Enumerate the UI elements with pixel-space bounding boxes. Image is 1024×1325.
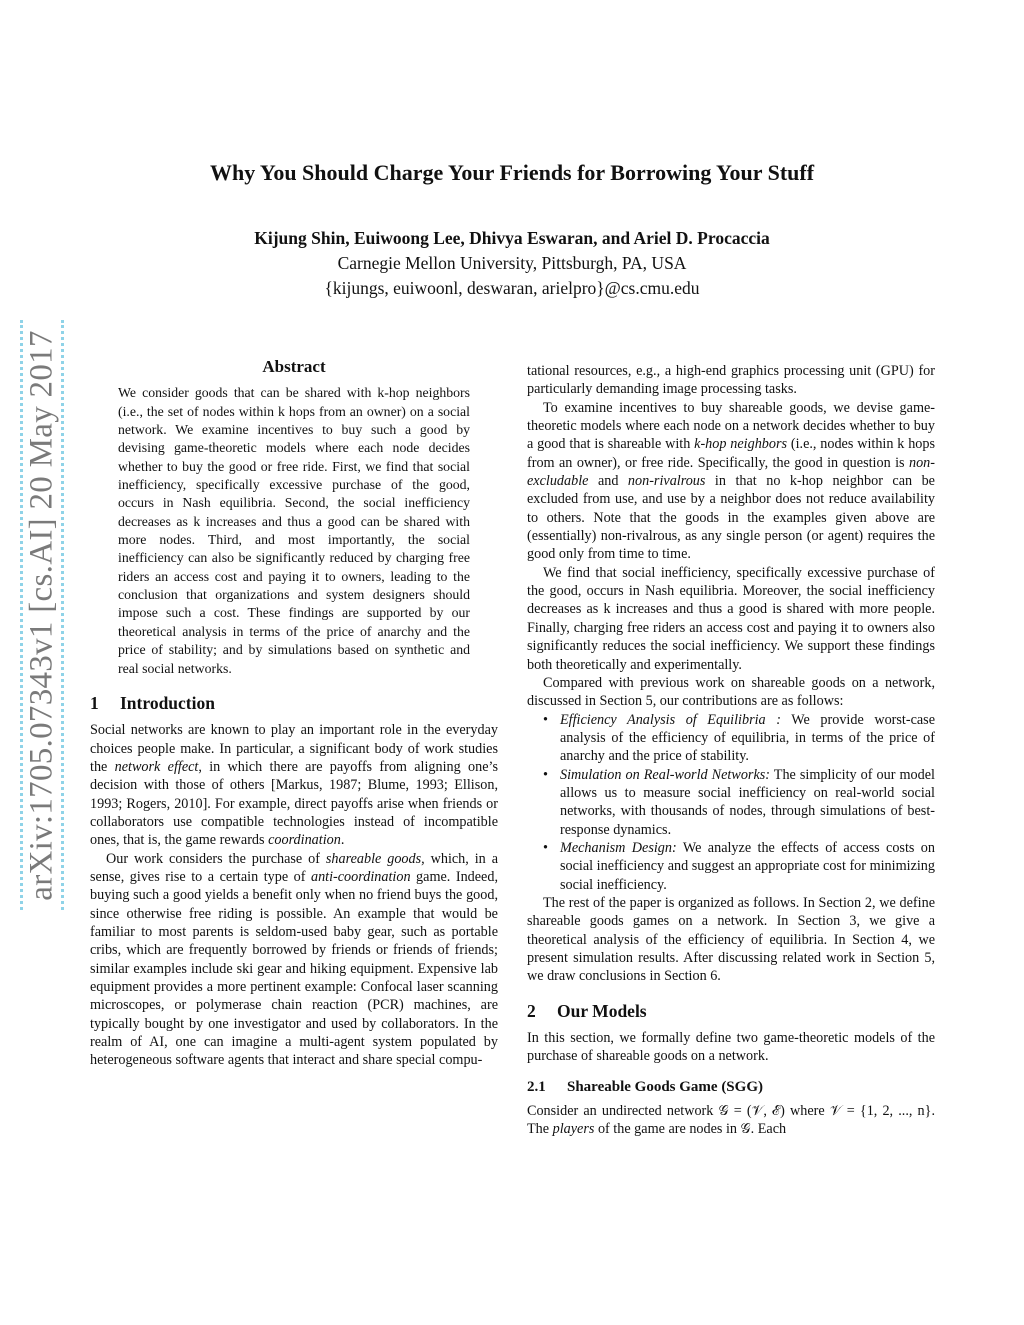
author-email: {kijungs, euiwoonl, deswaran, arielpro}@cs.cmu.edu xyxy=(324,278,700,298)
section-title: Our Models xyxy=(557,1000,647,1021)
intro-paragraph-2-continued: tational resources, e.g., a high-end graphics processing unit (GPU) for particularly demanding image processing tasks. xyxy=(527,363,935,398)
intro-paragraph-2: Our work considers the purchase of shareable goods, which, in a sense, gives rise to a certain type of anti-coordination game. Indeed, buying such a good yields a benefit only when no friend buys the good, since otherwise free riding is possible. An example that would be familiar to most parents is seldom-used baby gear, such as portable cribs, which are frequently borrowed by friends or friends of friends; similar examples include ski gear and hiking equipment. Expensive lab equipment provides a more pertinent example: Confocal laser scanning microscopes, or polymerase chain reaction (PCR) machines, are typically bought by one investigator and used by collaborators. In the realm of AI, one can imagine a multi-agent system populated by heterogeneous software agents that interact and share special compu- xyxy=(90,850,498,1069)
intro-paragraph-5: Compared with previous work on shareable goods on a network, discussed in Section 5, our contributions are as follows: xyxy=(527,674,935,710)
abstract-heading: Abstract xyxy=(262,357,326,376)
right-column xyxy=(527,362,935,1139)
section-heading-introduction xyxy=(90,694,498,712)
arxiv-id: arXiv:1705.07343v1 [cs.AI] 20 May 2017 xyxy=(23,329,60,901)
section-number: 2 xyxy=(527,1000,536,1021)
abstract-text: We consider goods that can be shared with k-hop neighbors (i.e., the set of nodes within k hops from an owner) on a social network. We examine incentives to buy such a good by devising game-theoretic models where each node decides whether to buy the good or free ride. First, we find that social inefficiency, specifically excessive purchase of the good, occurs in Nash equilibria. Second, the social inefficiency decreases as k increases and thus a good can be shared with more nodes. Third, and most importantly, the social inefficiency can also be significantly reduced by charging free riders an access cost and paying it to owners, leading to the conclusion that organizations and system designers should impose such a cost. These findings are supported by our theoretical analysis in terms of the price of anarchy and the price of stability; and by simulations based on synthetic and real social networks. xyxy=(118,385,470,676)
list-item: • Mechanism Design: We analyze the effects of access costs on social inefficiency and suggest an appropriate cost for minimizing social inefficiency. xyxy=(560,839,935,894)
intro-paragraph-4: We find that social inefficiency, specifically excessive purchase of the good, occurs in Nash equilibria. Moreover, the social inefficiency decreases as k increases and thus a good is shared with more people. Finally, charging free riders an access cost and paying it to owners also significantly reduces the social inefficiency. We support these findings both theoretically and experimentally. xyxy=(527,564,935,673)
section-heading-our-models xyxy=(527,1002,935,1020)
intro-paragraph-3: To examine incentives to buy shareable goods, we devise game-theoretic models where each node on a network decides whether to buy a good that is shareable with k-hop neighbors (i.e., nodes within k hops from an owner), or free ride. Specifically, the good in question is non-excludable and non-rivalrous in that no k-hop neighbor can be excluded from use, and use by a neighbor does not reduce availability to others. Note that the goods in the examples given above are (essentially) non-rivalrous, as any single person (or agent) requires the good only from time to time. xyxy=(527,399,936,563)
subsection-number: 2.1 xyxy=(527,1078,546,1095)
author-names: Kijung Shin, Euiwoong Lee, Dhivya Eswaran, and Ariel D. Procaccia xyxy=(254,228,770,248)
models-paragraph: In this section, we formally define two game-theoretic models of the purchase of shareable goods on a network. xyxy=(527,1030,935,1065)
sgg-paragraph: Consider an undirected network 𝒢 = (𝒱, ℰ) where 𝒱 = {1, 2, ..., n}. The players of the game are nodes in 𝒢. Each xyxy=(527,1103,935,1138)
arxiv-stamp xyxy=(20,320,64,910)
section-number: 1 xyxy=(90,692,99,713)
section-title: Introduction xyxy=(120,692,215,713)
subsection-title: Shareable Goods Game (SGG) xyxy=(567,1078,763,1095)
author-affiliation: Carnegie Mellon University, Pittsburgh, PA, USA xyxy=(337,253,687,273)
contribution-list xyxy=(527,711,935,894)
list-item: • Efficiency Analysis of Equilibria : We provide worst-case analysis of the efficiency of equilibria, in terms of the price of anarchy and the price of stability. xyxy=(560,711,935,766)
paper-title: Why You Should Charge Your Friends for Borrowing Your Stuff xyxy=(209,160,815,185)
subsection-heading-sgg xyxy=(527,1078,935,1096)
intro-paragraph-6: The rest of the paper is organized as follows. In Section 2, we define shareable goods games on a network. In Section 3, we give a theoretical analysis of the efficiency of equilibria. In Section 4, we present simulation results. After discussing related work in Section 5, we draw conclusions in Section 6. xyxy=(527,894,935,985)
intro-paragraph-1: Social networks are known to play an important role in the everyday choices people make. In particular, a significant body of work studies the network effect, in which there are payoffs from aligning one’s decision with those of others [Markus, 1987; Blume, 1993; Ellison, 1993; Rogers, 2010]. For example, direct payoffs arise when friends or collaborators use compatible technologies instead of incompatible ones, that is, the game rewards coordination. xyxy=(90,722,498,849)
list-item: • Simulation on Real-world Networks: The simplicity of our model allows us to measure social inefficiency on real-world social networks, with thousands of nodes, through simulations of best-response dynamics. xyxy=(560,766,935,839)
left-column xyxy=(90,358,498,1070)
author-block xyxy=(0,226,1024,301)
